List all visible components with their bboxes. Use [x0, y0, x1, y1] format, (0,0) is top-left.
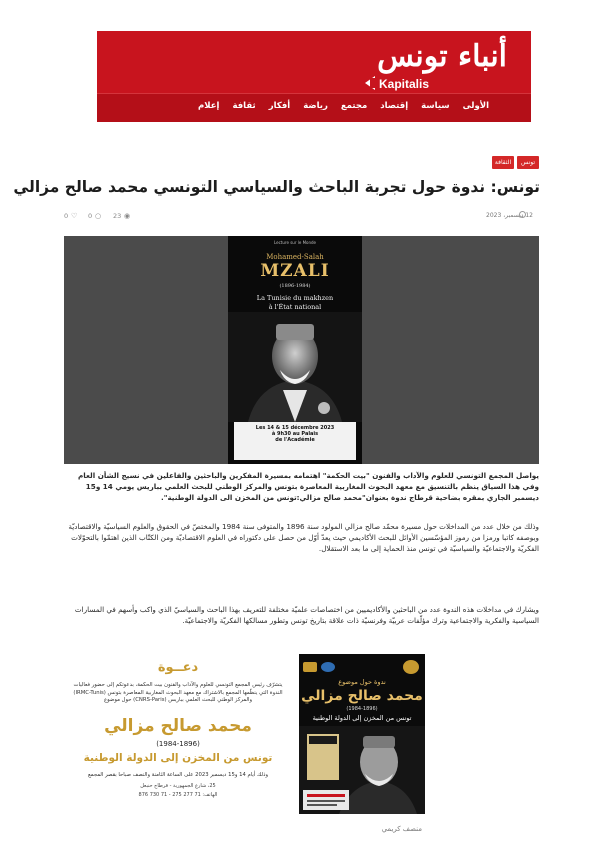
- logo-chevron-cut: [370, 78, 376, 88]
- poster-subtitle-2: à l'État national: [268, 303, 322, 311]
- site-logo[interactable]: [357, 39, 507, 94]
- article-date: 12 ديسمبر، 2023: [486, 212, 533, 219]
- nav-item-sports[interactable]: رياضة: [303, 101, 328, 111]
- site-header: [97, 31, 531, 122]
- cnrs-logo-icon: [321, 662, 335, 672]
- beit-el-hikma-logo-icon: [403, 660, 419, 674]
- photo-caption: منصف كريمي: [381, 825, 422, 833]
- paragraph-2: وذلك من خلال عدد من المداخلات حول مسيرة محمّد صالح مزالي المولود سنة 1896 والمتوفى سنة 1984 والمختصّ في الحقوق والعلوم السياسيّة والاقتصاديّة وبوصفه كاتبا ورمزا من رموز المؤسّسين الأوائل للبحث الأكاديمي حيث يعدّ أوّل من حصل على دكتوراه في العلوم الاقتصاديّة ومن الكتّاب الذين اهتمّوا بالتحوّلات الفكريّة والاجتماعيّة والسياسيّة في تونس منذ الحماية إلى ما بعد الاستقلال.: [68, 522, 539, 553]
- poster-date: Les 14 & 15 décembre 2023: [255, 425, 335, 431]
- invitation-title: تونس من المخزن إلى الدولة الوطنية: [83, 752, 273, 764]
- poster-ar-heading: ندوة حول موضوع: [338, 678, 386, 686]
- logo-arabic-text: أنباء تونس: [377, 39, 507, 74]
- irmc-logo-icon: [303, 662, 317, 672]
- invitation-heading: دعــوة: [157, 660, 199, 675]
- tag-tunisia[interactable]: تونس: [517, 156, 539, 169]
- likes-count[interactable]: 0: [64, 212, 69, 220]
- nav-item-ideas[interactable]: أفكار: [268, 101, 291, 111]
- portrait-photo-small: [299, 726, 425, 814]
- eye-icon: ◉: [124, 212, 131, 220]
- comments-count[interactable]: 0: [88, 212, 93, 220]
- poster-time: à 9h30 au Palais: [271, 431, 319, 437]
- poster-date-box: [234, 422, 356, 460]
- main-nav: [97, 93, 531, 122]
- nav-item-culture[interactable]: ثقافة: [232, 101, 256, 111]
- invitation-address: 25، شارع الجمهورية - قرطاج حنبعل: [140, 783, 216, 789]
- nav-item-home[interactable]: الأولى: [462, 101, 489, 111]
- invitation-name: محمد صالح مزالي: [104, 716, 252, 736]
- poster-years: (1896-1984): [279, 283, 311, 289]
- poster-first-name: Mohamed-Salah: [266, 253, 324, 261]
- invitation-card: [64, 654, 292, 814]
- invitation-when: وذلك أيام 14 و15 ديسمبر 2023 على الساعة الثامنة والنصف صباحا بقصر المجمع: [87, 772, 269, 778]
- paragraph-3: ويشارك في مداخلات هذه الندوة عدد من الباحثين والأكاديميين من اختصاصات علميّة مختلفة للتعريف بهذا الباحث والسياسيّ الذي واكب وأسهم في المسارات السياسية والفكرية والاجتماعية وترك مؤلّفات عربيّة وفرنسيّة ذات علاقة بتاريخ تونس وتطور مسالكها الفكريّة والاجتماعيّة.: [74, 605, 539, 625]
- poster-venue: de l'Académie: [275, 437, 315, 443]
- invitation-phone: الهاتف: 71 277 275 - 71 730 876: [138, 792, 218, 798]
- nav-item-economy[interactable]: إقتصاد: [380, 101, 409, 111]
- logo-english-text: Kapitalis: [379, 77, 430, 91]
- heart-icon[interactable]: ♡: [71, 212, 78, 220]
- poster-series: Lecture sur le Monde: [273, 240, 317, 245]
- invitation-body: يتشرّف رئيس المجمع التونسي للعلوم والآداب والفنون بيت الحكمة، بدعوتكم إلى حضور فعاليات الندوة التي ينظّمها المجمع بالاشتراك مع معهد البحوث المغاربية المعاصرة بتونس (IRMC-Tunis) والمركز الوطني للبحث العلمي بباريس (CNRS-Paris) حول موضوع: [73, 682, 283, 703]
- conference-poster: [228, 236, 362, 464]
- portrait-photo: [228, 312, 362, 422]
- poster-last-name: MZALI: [260, 261, 330, 281]
- views-count: 23: [113, 212, 122, 220]
- article-title: تونس: ندوة حول تجربة الباحث والسياسي التونسي محمد صالح مزالي: [13, 178, 540, 196]
- sponsor-logos: [303, 660, 421, 674]
- poster-ar-years: (1984-1896): [346, 706, 378, 712]
- poster-ar-title: تونس من المخزن إلى الدولة الوطنية: [312, 714, 412, 722]
- hero-image: [64, 236, 539, 464]
- tag-culture[interactable]: الثقافة: [492, 156, 514, 169]
- invitation-years: (1984-1896): [156, 740, 200, 748]
- nav-item-society[interactable]: مجتمع: [340, 101, 368, 111]
- poster-ar-name: محمد صالح مزالي: [301, 688, 423, 704]
- poster-subtitle-1: La Tunisie du makhzen: [256, 294, 334, 302]
- nav-item-media[interactable]: إعلام: [198, 101, 220, 111]
- arabic-poster: [299, 654, 425, 814]
- paragraph-1: يواصل المجمع التونسي للعلوم والآداب والفنون "بيت الحكمة" اهتمامه بمسيرة المفكرين والباحثين والفاعلين في نسيج الشأن العام وفي هذا السياق ينظم بالتنسيق مع معهد البحوث المغاربية المعاصرة بتونس والمركز الوطني للبحث العلمي بباريس يومي 14 و15 ديسمبر الجاري بمقره بضاحية قرطاج ندوة بعنوان"محمد صالح مزالي:تونس من المخزن الى الدولة الوطنية".: [78, 471, 539, 502]
- nav-item-politics[interactable]: سياسة: [421, 101, 450, 111]
- comment-icon[interactable]: ○: [95, 212, 102, 220]
